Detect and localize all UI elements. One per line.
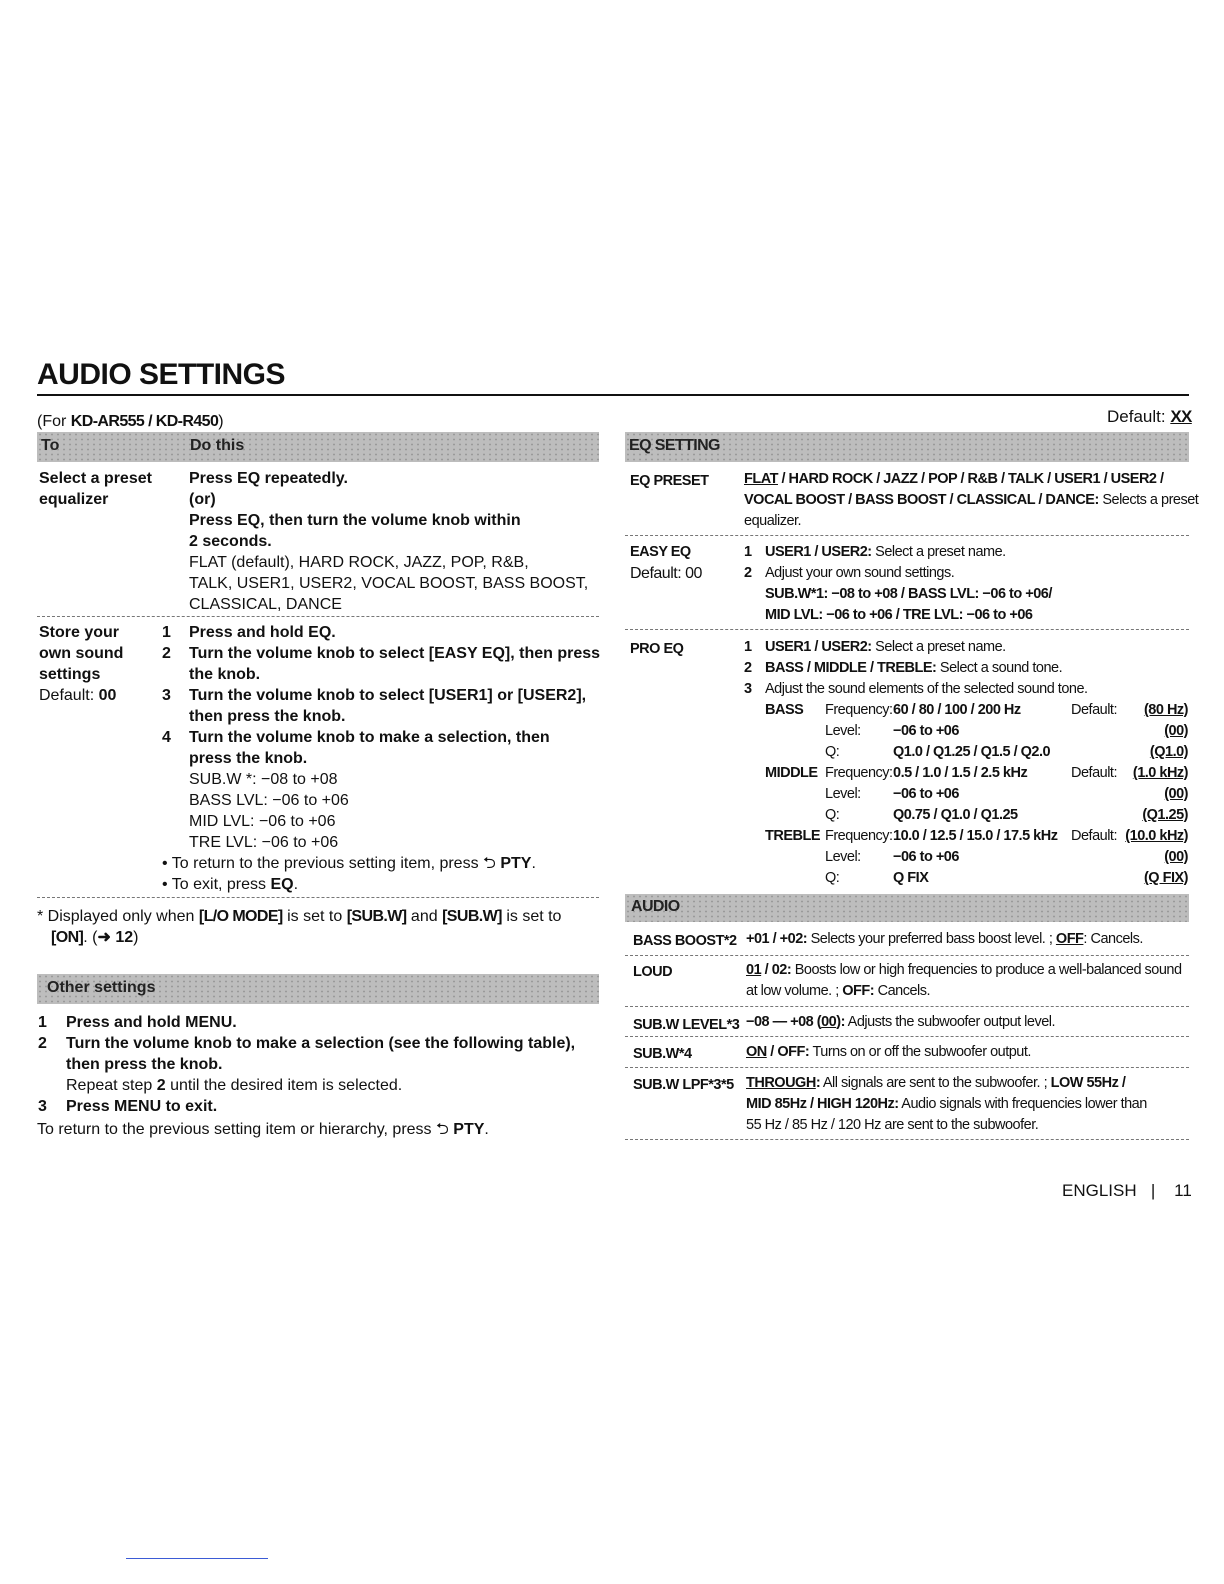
loud-label: LOUD xyxy=(633,964,673,980)
pro-eq-param-names: Frequency: Level: Q: Frequency: Level: Q: Frequency: Level: Q: xyxy=(825,702,893,886)
bullet-return: • To return to the previous setting item, press ⮌ PTY. xyxy=(162,855,536,872)
pro-eq-label: PRO EQ xyxy=(630,641,684,657)
store-steps: Press and hold EQ. Turn the volume knob to select [EASY EQ], then press the knob. Turn the volume knob to select [USER1] or [USER2], then press the knob. Turn the volume knob to make a selection, then press the knob. SUB.W *: −08 to +08 BASS LVL: −06 to +06 MID LVL: −06 to +06 TRE LVL: −06 to +06 xyxy=(189,624,601,851)
eq-preset-desc: FLAT / HARD ROCK / JAZZ / POP / R&B / TALK / USER1 / USER2 / VOCAL BOOST / BASS BOOST / CLASSICAL / DANCE: Selects a preset equalizer. xyxy=(744,471,1199,529)
other-step-numbers: 1 2 3 xyxy=(38,1014,47,1115)
footnote: * Displayed only when [L/O MODE] is set to [SUB.W] and [SUB.W] is set to [ON]. (➜ 12) xyxy=(37,908,562,946)
middle-label: MIDDLE xyxy=(765,765,818,781)
right-divider xyxy=(625,1067,1189,1068)
easy-eq-nums: 1 2 xyxy=(744,544,752,581)
other-return-note: To return to the previous setting item or hierarchy, press ⮌ PTY. xyxy=(37,1121,489,1138)
bottom-scan-line xyxy=(126,1558,268,1559)
row-label-preset: Select a preset equalizer xyxy=(39,470,152,508)
bullet-exit: • To exit, press EQ. xyxy=(162,876,299,893)
bass-label: BASS xyxy=(765,702,804,718)
pro-eq-nums: 1 2 3 xyxy=(744,639,752,697)
right-divider xyxy=(625,1139,1189,1140)
default-label-treble: Default: xyxy=(1071,828,1117,844)
default-label-bass: Default: xyxy=(1071,702,1117,718)
other-steps: Press and hold MENU. Turn the volume knob to make a selection (see the following table), then press the knob. Repeat step 2 until the desired item is selected. Press MENU to exit. xyxy=(66,1014,576,1115)
right-divider xyxy=(625,1036,1189,1037)
header-to: To xyxy=(41,437,60,454)
audio-header xyxy=(625,894,1189,922)
row-label-store: Store your own sound settings Default: 00 xyxy=(39,624,124,704)
pro-eq-defaults: (80 Hz) (00) (Q1.0) (1.0 kHz) (00) (Q1.25) (10.0 kHz) (00) (Q FIX) xyxy=(1125,702,1188,886)
title-rule xyxy=(37,394,1189,396)
right-divider xyxy=(625,955,1189,956)
pro-eq-param-values: 60 / 80 / 100 / 200 Hz −06 to +06 Q1.0 / Q1.25 / Q1.5 / Q2.0 0.5 / 1.0 / 1.5 / 2.5 kHz −06 to +06 Q0.75 / Q1.0 / Q1.25 10.0 / 12.5 / 15.0 / 17.5 kHz −06 to +06 Q FIX xyxy=(893,702,1058,886)
subw-lpf-desc: THROUGH: All signals are sent to the subwoofer. ; LOW 55Hz / MID 85Hz / HIGH 120Hz: Audio signals with frequencies lower than 55 Hz / 85 Hz / 120 Hz are sent to the subwoofer. xyxy=(746,1075,1147,1133)
default-legend: Default: XX xyxy=(1107,407,1192,426)
subw-desc: ON / OFF: Turns on or off the subwoofer output. xyxy=(746,1044,1031,1060)
row-divider xyxy=(37,616,599,617)
table-bottom-rule xyxy=(37,897,599,898)
back-icon: ⮌ xyxy=(483,855,496,872)
audio-title: AUDIO xyxy=(631,898,680,915)
step-numbers: 1 2 3 4 xyxy=(162,624,171,746)
easy-eq-desc: USER1 / USER2: Select a preset name. Adjust your own sound settings. SUB.W*1: −08 to +08 / BASS LVL: −06 to +06/ MID LVL: −06 to +06 / TRE LVL: −06 to +06 xyxy=(765,544,1052,623)
right-divider xyxy=(625,535,1189,536)
header-do-this: Do this xyxy=(190,437,245,454)
right-divider xyxy=(625,1006,1189,1007)
other-settings-title: Other settings xyxy=(47,979,156,996)
left-table-header xyxy=(37,432,599,462)
page-title: AUDIO SETTINGS xyxy=(37,358,286,391)
treble-label: TREBLE xyxy=(765,828,820,844)
subw-label: SUB.W*4 xyxy=(633,1046,692,1062)
other-settings-header xyxy=(37,974,599,1004)
bass-boost-desc: +01 / +02: Selects your preferred bass boost level. ; OFF: Cancels. xyxy=(746,931,1143,947)
row-content-preset: Press EQ repeatedly. (or) Press EQ, then turn the volume knob within 2 seconds. FLAT (default), HARD ROCK, JAZZ, POP, R&B, TALK, USER1, USER2, VOCAL BOOST, BASS BOOST, CLASSICAL, DANCE xyxy=(189,470,589,613)
page-footer: ENGLISH | 11 xyxy=(1062,1181,1192,1200)
subw-level-label: SUB.W LEVEL*3 xyxy=(633,1017,740,1033)
default-label-middle: Default: xyxy=(1071,765,1117,781)
subw-level-desc: −08 — +08 (00): Adjusts the subwoofer output level. xyxy=(746,1014,1056,1030)
subw-lpf-label: SUB.W LPF*3*5 xyxy=(633,1077,734,1093)
back-icon: ⮌ xyxy=(436,1121,449,1138)
eq-setting-title: EQ SETTING xyxy=(629,437,720,454)
eq-setting-header xyxy=(625,432,1189,462)
loud-desc: 01 / 02: Boosts low or high frequencies to produce a well-balanced sound at low volume. ; OFF: Cancels. xyxy=(746,962,1182,999)
model-note: (For KD-AR555 / KD-R450) xyxy=(37,413,224,430)
pro-eq-desc: USER1 / USER2: Select a preset name. BASS / MIDDLE / TREBLE: Select a sound tone. Adjust the sound elements of the selected sound tone. xyxy=(765,639,1088,697)
bass-boost-label: BASS BOOST*2 xyxy=(633,933,737,949)
right-divider xyxy=(625,629,1189,630)
eq-preset-label: EQ PRESET xyxy=(630,473,709,489)
easy-eq-label: EASY EQ Default: 00 xyxy=(630,544,702,582)
